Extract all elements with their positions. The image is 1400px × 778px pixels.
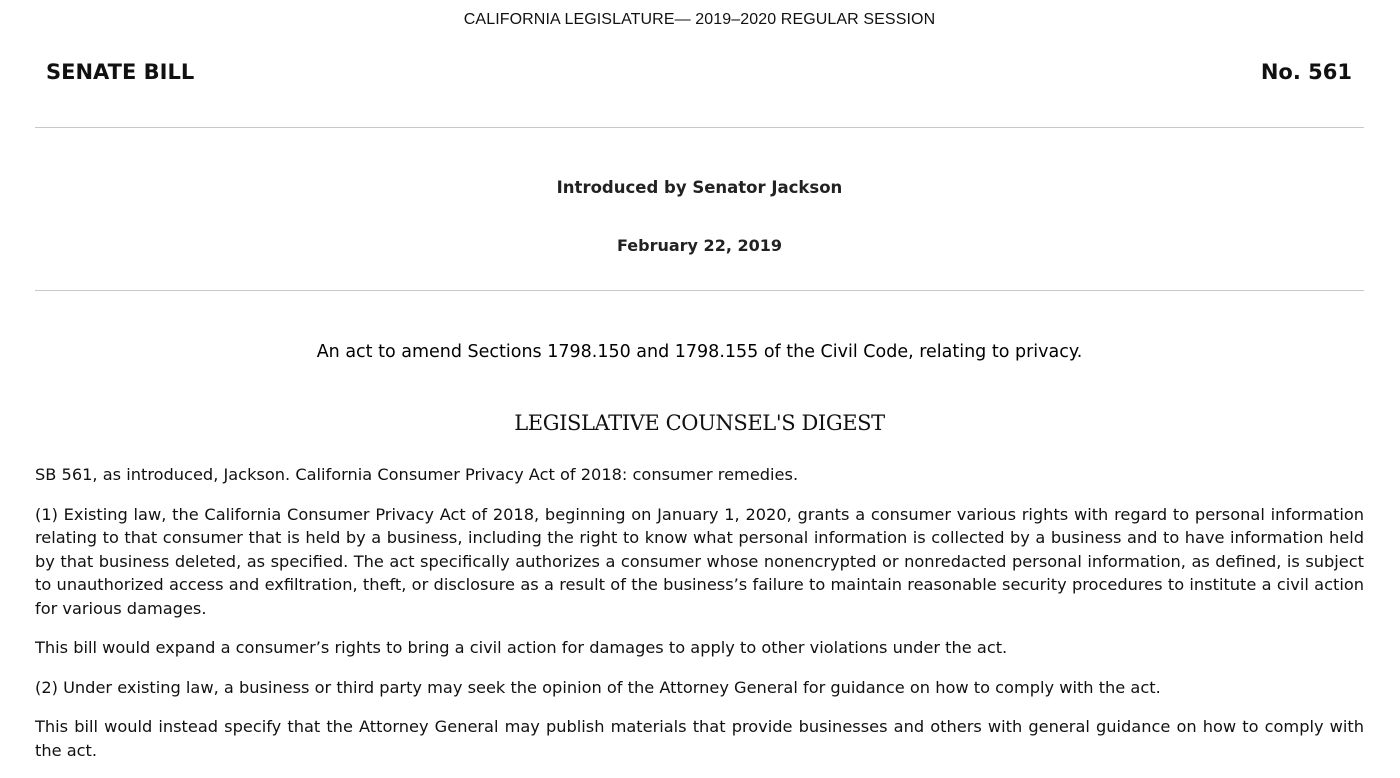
digest-summary: SB 561, as introduced, Jackson. California Consumer Privacy Act of 2018: consumer remedies. <box>35 465 799 484</box>
introduced-date: February 22, 2019 <box>617 236 782 255</box>
introduced-by: Introduced by Senator Jackson <box>556 178 843 197</box>
digest-paragraph: This bill would instead specify that the Attorney General may publish materials that provide businesses and others with general guidance on how to comply with the act. <box>35 717 1364 760</box>
bill-number: No. 561 <box>1260 60 1352 84</box>
session-header: CALIFORNIA LEGISLATURE— 2019–2020 REGULAR SESSION <box>463 11 936 28</box>
digest-paragraph: (1) Existing law, the California Consumer Privacy Act of 2018, beginning on January 1, 2020, grants a consumer various rights with regard to personal information relating to that consumer that is held by a business, including the right to know what personal information is collected by a business and to have information held by that business deleted, as specified. The act specifically authorizes a consumer whose nonencrypted or nonredacted personal information, as defined, is subject to unauthorized access and exfiltration, theft, or disclosure as a result of the business’s failure to maintain reasonable security procedures to institute a civil action for various damages. <box>35 504 1364 618</box>
bill-type: SENATE BILL <box>46 60 195 84</box>
digest-paragraph: This bill would expand a consumer’s rights to bring a civil action for damages to apply to other violations under the act. <box>35 638 1008 657</box>
divider-bottom <box>35 290 1364 291</box>
digest-paragraph: (2) Under existing law, a business or third party may seek the opinion of the Attorney General for guidance on how to comply with the act. <box>35 677 1161 697</box>
bill-page <box>35 0 1364 768</box>
bill-heading <box>46 60 1352 84</box>
digest-body <box>35 463 1364 778</box>
divider-top <box>35 127 1364 128</box>
digest-heading: LEGISLATIVE COUNSEL'S DIGEST <box>514 411 885 435</box>
act-title: An act to amend Sections 1798.150 and 1798.155 of the Civil Code, relating to privacy. <box>316 342 1083 362</box>
